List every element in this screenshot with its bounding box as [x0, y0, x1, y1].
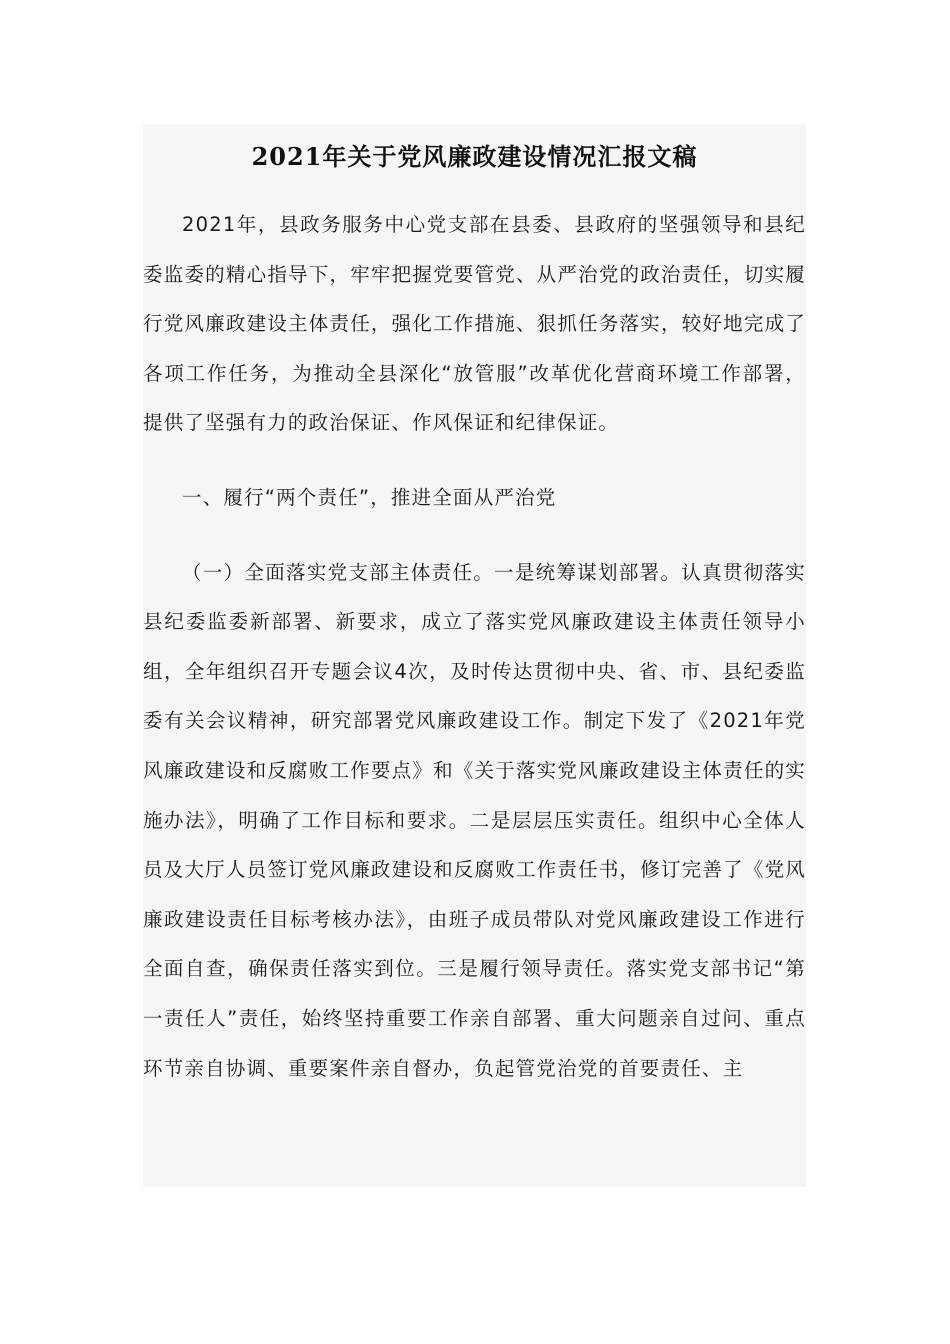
document-page — [143, 124, 806, 1187]
intro-paragraph: 2021年，县政务服务中心党支部在县委、县政府的坚强领导和县纪委监委的精心指导下，牢牢把握党要管党、从严治党的政治责任，切实履行党风廉政建设主体责任，强化工作措施、狠抓任务落实，较好地完成了各项工作任务，为推动全县深化“放管服”改革优化营商环境工作部署，提供了坚强有力的政治保证、作风保证和纪律保证。 — [143, 213, 806, 435]
section-1-heading: 一、履行“两个责任”，推进全面从严治党 — [182, 485, 557, 509]
section-1-paragraph: （一）全面落实党支部主体责任。一是统筹谋划部署。认真贯彻落实县纪委监委新部署、新要求，成立了落实党风廉政建设主体责任领导小组，全年组织召开专题会议4次，及时传达贯彻中央、省、市、县纪委监委有关会议精神，研究部署党风廉政建设工作。制定下发了《2021年党风廉政建设和反腐败工作要点》和《关于落实党风廉政建设主体责任的实施办法》，明确了工作目标和要求。二是层层压实责任。组织中心全体人员及大厅人员签订党风廉政建设和反腐败工作责任书，修订完善了《党风廉政建设责任目标考核办法》，由班子成员带队对党风廉政建设工作进行全面自查，确保责任落实到位。三是履行领导责任。落实党支部书记“第一责任人”责任，始终坚持重要工作亲自部署、重大问题亲自过问、重点环节亲自协调、重要案件亲自督办，负起管党治党的首要责任、主 — [143, 560, 806, 1080]
document-title: 2021年关于党风廉政建设情况汇报文稿 — [251, 142, 698, 171]
